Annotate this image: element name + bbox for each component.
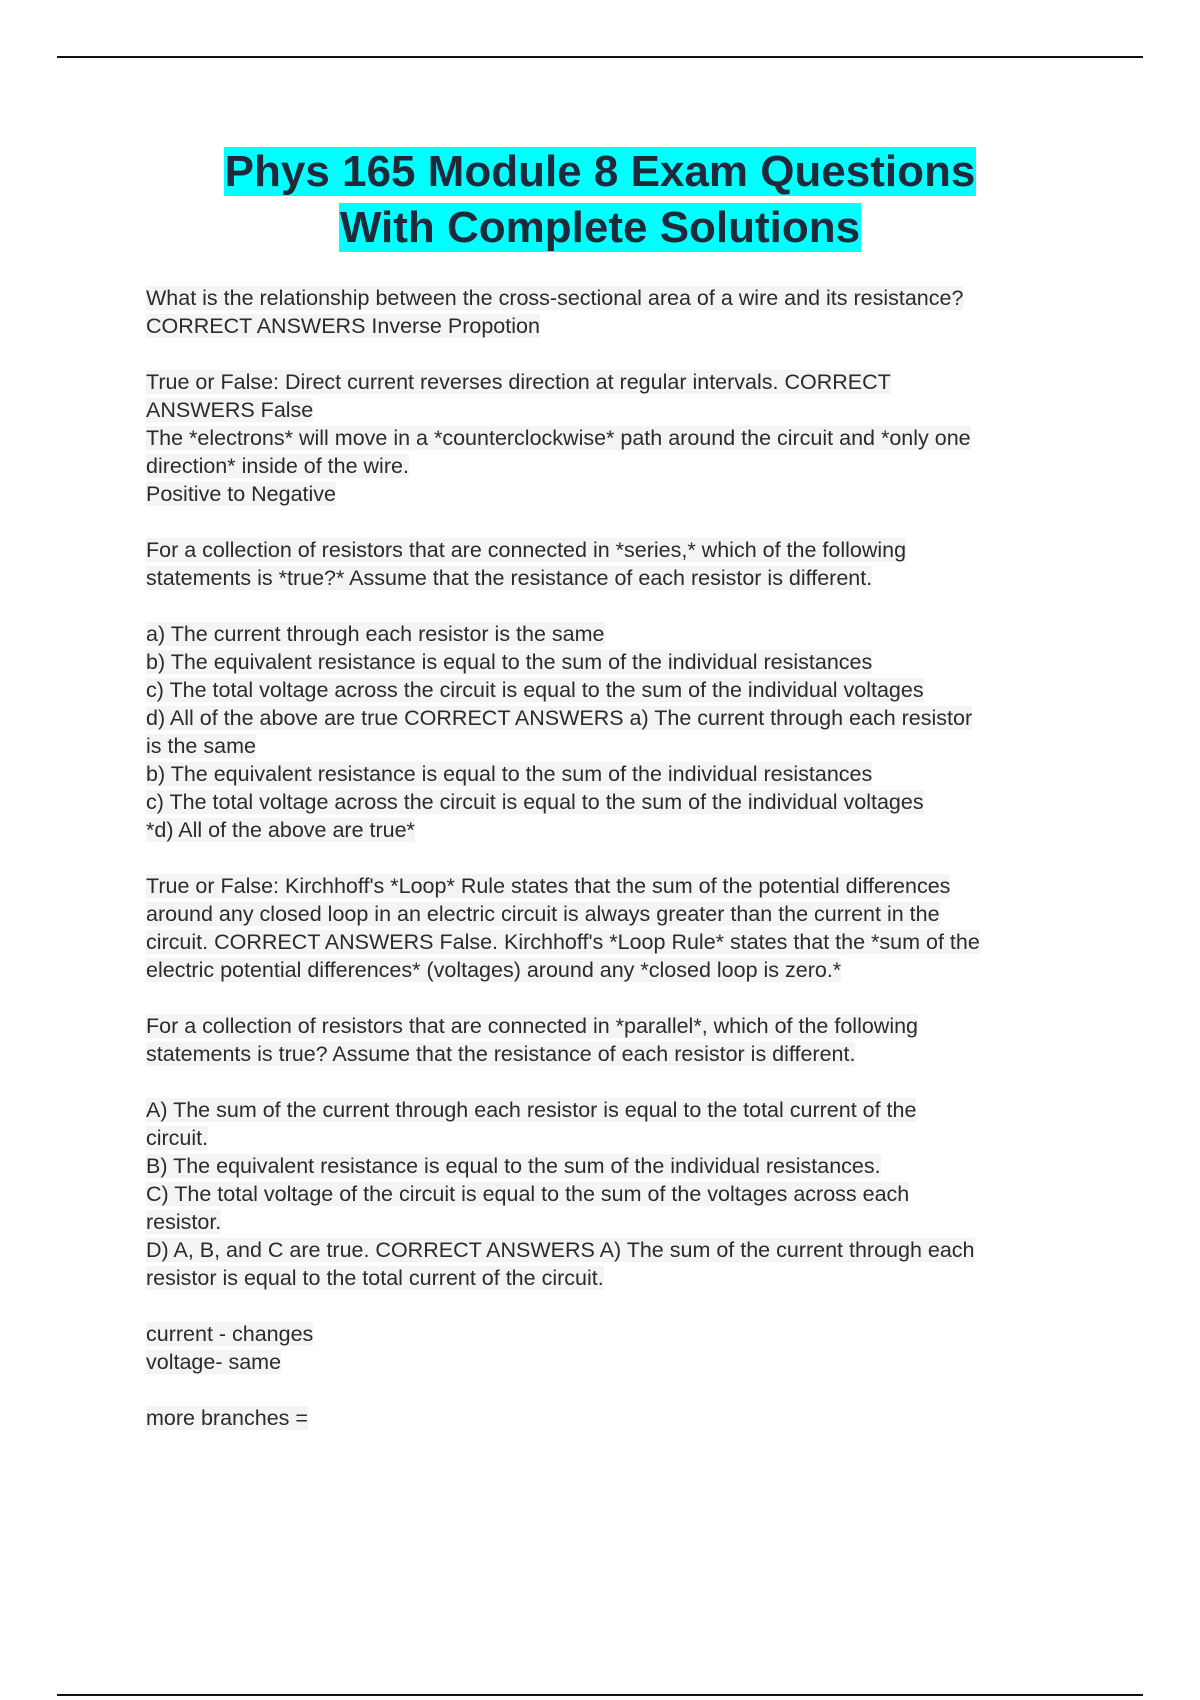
title-line-2: With Complete Solutions [339,203,861,252]
paragraph-gap [146,340,1096,368]
text-line-content: What is the relationship between the cross-sectional area of a wire and its resistance? [146,286,964,310]
text-line-content: A) The sum of the current through each resistor is equal to the total current of the [146,1098,917,1122]
text-line [146,816,1096,844]
text-line [146,1320,1096,1348]
text-line [146,872,1096,900]
text-line-content: B) The equivalent resistance is equal to the sum of the individual resistances. [146,1154,881,1178]
text-line-content: c) The total voltage across the circuit is equal to the sum of the individual voltages [146,678,924,702]
text-line [146,1152,1096,1180]
text-line [146,312,1096,340]
text-line-content: The *electrons* will move in a *counterclockwise* path around the circuit and *only one [146,426,971,450]
text-line [146,1404,1096,1432]
text-line-content: b) The equivalent resistance is equal to the sum of the individual resistances [146,650,873,674]
text-line [146,620,1096,648]
text-line-content: statements is true? Assume that the resistance of each resistor is different. [146,1042,856,1066]
title-line-1: Phys 165 Module 8 Exam Questions [224,147,976,196]
text-line-content: For a collection of resistors that are connected in *parallel*, which of the following [146,1014,919,1038]
text-line [146,480,1096,508]
text-line-content: For a collection of resistors that are connected in *series,* which of the following [146,538,907,562]
text-line-content: current - changes [146,1322,314,1346]
text-line [146,1348,1096,1376]
text-line [146,1040,1096,1068]
text-line [146,1264,1096,1292]
text-line [146,704,1096,732]
text-line-content: statements is *true?* Assume that the resistance of each resistor is different. [146,566,873,590]
text-line [146,760,1096,788]
text-line [146,900,1096,928]
text-line-content: D) A, B, and C are true. CORRECT ANSWERS A) The sum of the current through each [146,1238,975,1262]
text-line-content: voltage- same [146,1350,282,1374]
document-body [146,284,1096,1432]
text-line-content: b) The equivalent resistance is equal to the sum of the individual resistances [146,762,873,786]
text-line [146,648,1096,676]
text-line-content: ANSWERS False [146,398,314,422]
text-line [146,1096,1096,1124]
text-line-content: a) The current through each resistor is the same [146,622,605,646]
text-line-content: is the same [146,734,256,758]
text-line [146,1236,1096,1264]
text-line-content: True or False: Kirchhoff's *Loop* Rule states that the sum of the potential differences [146,874,951,898]
text-line [146,396,1096,424]
text-line-content: circuit. CORRECT ANSWERS False. Kirchhoff's *Loop Rule* states that the *sum of the [146,930,980,954]
text-line [146,732,1096,760]
text-line [146,284,1096,312]
text-line [146,452,1096,480]
top-rule [57,56,1143,58]
text-line [146,424,1096,452]
text-line-content: around any closed loop in an electric circuit is always greater than the current in the [146,902,940,926]
paragraph-gap [146,1068,1096,1096]
text-line [146,368,1096,396]
text-line-content: circuit. [146,1126,209,1150]
text-line-content: more branches = [146,1406,308,1430]
text-line [146,928,1096,956]
text-line-content: True or False: Direct current reverses direction at regular intervals. CORRECT [146,370,891,394]
text-line-content: CORRECT ANSWERS Inverse Propotion [146,314,540,338]
text-line-content: direction* inside of the wire. [146,454,409,478]
bottom-rule [57,1694,1143,1696]
text-line-content: C) The total voltage of the circuit is equal to the sum of the voltages across each [146,1182,910,1206]
text-line [146,676,1096,704]
text-line-content: Positive to Negative [146,482,337,506]
text-line-content: d) All of the above are true CORRECT ANSWERS a) The current through each resistor [146,706,973,730]
text-line [146,536,1096,564]
text-line-content: *d) All of the above are true* [146,818,415,842]
paragraph-gap [146,508,1096,536]
paragraph-gap [146,1376,1096,1404]
paragraph-gap [146,592,1096,620]
text-line [146,956,1096,984]
text-line-content: c) The total voltage across the circuit is equal to the sum of the individual voltages [146,790,924,814]
text-line [146,788,1096,816]
paragraph-gap [146,844,1096,872]
text-line [146,1208,1096,1236]
page-title [0,144,1200,256]
paragraph-gap [146,984,1096,1012]
text-line-content: resistor is equal to the total current of the circuit. [146,1266,604,1290]
text-line [146,564,1096,592]
text-line [146,1012,1096,1040]
paragraph-gap [146,1292,1096,1320]
text-line-content: electric potential differences* (voltages) around any *closed loop is zero.* [146,958,842,982]
text-line [146,1124,1096,1152]
text-line [146,1180,1096,1208]
text-line-content: resistor. [146,1210,222,1234]
